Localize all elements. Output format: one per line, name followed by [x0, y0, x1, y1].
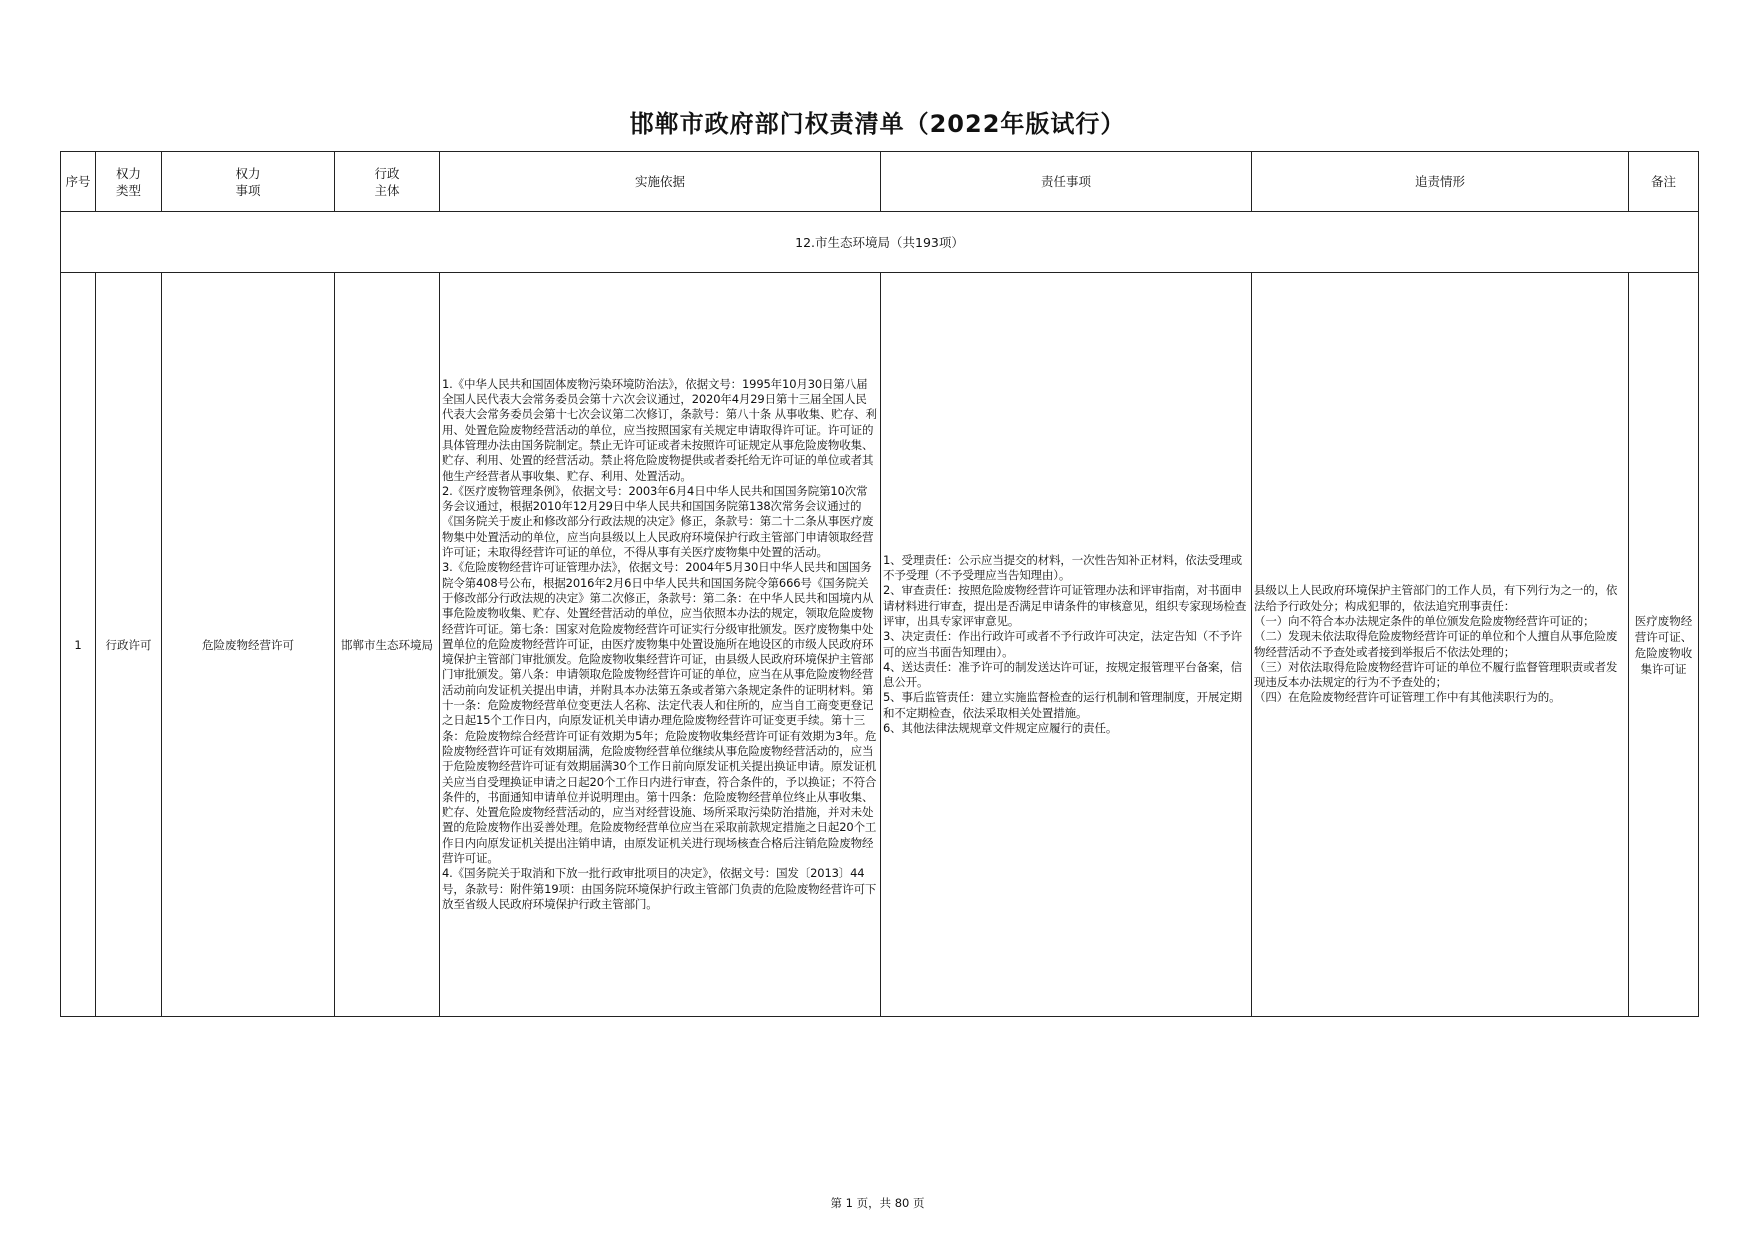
row-seq: 1 [61, 273, 96, 1017]
responsibility-item: 2、审查责任：按照危险废物经营许可证管理办法和评审指南，对书面申请材料进行审查，提出是否满足申请条件的审核意见，组织专家现场检查评审，出具专家评审意见。 [883, 583, 1247, 628]
power-responsibility-table [60, 151, 1699, 1017]
accountability-item: （二）发现未依法取得危险废物经营许可证的单位和个人擅自从事危险废物经营活动不予查处或者接到举报后不依法处理的； [1254, 629, 1618, 659]
header-accountability: 追责情形 [1252, 152, 1629, 212]
responsibility-item: 4、送达责任：准予许可的制发送达许可证，按规定报管理平台备案，信息公开。 [883, 659, 1243, 690]
row-accountability [1252, 273, 1629, 1017]
header-responsibility: 责任事项 [881, 152, 1252, 212]
basis-paragraph: 2.《医疗废物管理条例》，依据文号：2003年6月4日中华人民共和国国务院第10次常务会议通过，根据2010年12月29日中华人民共和国国务院第138次常务会议通过的《国务院关于废止和修改部分行政法规的决定》修正，条款号：第二十二条从事医疗废物集中处置活动的单位，应当向县级以上人民政府环境保护行政主管部门申请领取经营许可证；未取得经营许可证的单位，不得从事有关医疗废物集中处置的活动。 [442, 483, 874, 560]
page-footer: 第 1 页，共 80 页 [830, 1196, 925, 1210]
accountability-item: 县级以上人民政府环境保护主管部门的工作人员，有下列行为之一的，依法给予行政处分；构成犯罪的，依法追究刑事责任： [1254, 583, 1618, 613]
row-remark: 医疗废物经营许可证、危险废物收集许可证 [1629, 273, 1699, 1017]
document-title: 邯郸市政府部门权责清单（2022年版试行） [629, 110, 1126, 138]
header-admin-subject: 行政 主体 [335, 152, 440, 212]
row-admin-subject: 邯郸市生态环境局 [335, 273, 440, 1017]
section-row [61, 212, 1699, 273]
accountability-item: （一）向不符合本办法规定条件的单位颁发危险废物经营许可证的； [1254, 613, 1595, 628]
accountability-item: （三）对依法取得危险废物经营许可证的单位不履行监督管理职责或者发现违反本办法规定的行为不予查处的； [1254, 659, 1618, 690]
section-title: 12.市生态环境局（共193项） [61, 212, 1699, 273]
accountability-item: （四）在危险废物经营许可证管理工作中有其他渎职行为的。 [1254, 690, 1561, 705]
header-basis: 实施依据 [440, 152, 881, 212]
responsibility-item: 5、事后监管责任：建立实施监督检查的运行机制和管理制度，开展定期和不定期检查，依法采取相关处置措施。 [883, 690, 1243, 720]
header-power-type: 权力 类型 [96, 152, 162, 212]
basis-paragraph: 4.《国务院关于取消和下放一批行政审批项目的决定》，依据文号：国发〔2013〕44号，条款号：附件第19项：由国务院环境保护行政主管部门负责的危险废物经营许可下放至省级人民政府环境保护行政主管部门。 [442, 866, 877, 911]
row-responsibility [881, 273, 1252, 1017]
basis-paragraph: 3.《危险废物经营许可证管理办法》，依据文号：2004年5月30日中华人民共和国国务院令第408号公布，根据2016年2月6日中华人民共和国国务院令第666号《国务院关于修改部分行政法规的决定》第二次修正，条款号：第二条：在中华人民共和国境内从事危险废物收集、贮存、处置经营活动的单位，应当依照本办法的规定，领取危险废物经营许可证。第七条：国家对危险废物经营许可证实行分级审批颁发。医疗废物集中处置单位的危险废物经营许可证，由医疗废物集中处置设施所在地设区的市级人民政府环境保护主管部门审批颁发。危险废物收集经营许可证，由县级人民政府环境保护主管部门审批颁发。第八条：申请领取危险废物经营许可证的单位，应当在从事危险废物经营活动前向发证机关提出申请，并附具本办法第五条或者第六条规定条件的证明材料。第十一条：危险废物经营单位变更法人名称、法定代表人和住所的，应当自工商变更登记之日起15个工作日内，向原发证机关申请办理危险废物经营许可证变更手续。第十三条：危险废物综合经营许可证有效期为5年；危险废物收集经营许可证有效期为3年。危险废物经营许可证有效期届满，危险废物经营单位继续从事危险废物经营活动的，应当于危险废物经营许可证有效期届满30个工作日前向原发证机关提出换证申请。原发证机关应当自受理换证申请之日起20个工作日内进行审查，符合条件的，予以换证；不符合条件的，书面通知申请单位并说明理由。第十四条：危险废物经营单位终止从事收集、贮存、处置危险废物经营活动的，应当对经营设施、场所采取污染防治措施，并对未处置的危险废物作出妥善处理。危险废物经营单位应当在采取前款规定措施之日起20个工作日内向原发证机关提出注销申请，由原发证机关进行现场核查合格后注销危险废物经营许可证。 [442, 560, 877, 865]
row-power-item: 危险废物经营许可 [162, 273, 335, 1017]
row-power-type: 行政许可 [96, 273, 162, 1017]
header-seq: 序号 [61, 152, 96, 212]
responsibility-item: 1、受理责任：公示应当提交的材料，一次性告知补正材料，依法受理或不予受理（不予受理应当告知理由）。 [883, 552, 1243, 583]
table-header-row [61, 152, 1699, 212]
responsibility-item: 3、决定责任：作出行政许可或者不予行政许可决定，法定告知（不予许可的应当书面告知理由）。 [883, 629, 1243, 659]
header-remark: 备注 [1629, 152, 1699, 212]
header-power-item: 权力 事项 [162, 152, 335, 212]
basis-paragraph: 1.《中华人民共和国固体废物污染环境防治法》，依据文号：1995年10月30日第八届全国人民代表大会常务委员会第十六次会议通过，2020年4月29日第十三届全国人民代表大会常务委员会第十七次会议第二次修订，条款号：第八十条 从事收集、贮存、利用、处置危险废物经营活动的单位，应当按照国家有关规定申请取得许可证。许可证的具体管理办法由国务院制定。禁止无许可证或者未按照许可证规定从事危险废物收集、贮存、利用、处置的经营活动。禁止将危险废物提供或者委托给无许可证的单位或者其他生产经营者从事收集、贮存、利用、处置活动。 [442, 376, 877, 483]
table-row [61, 273, 1699, 1017]
row-basis [440, 273, 881, 1017]
responsibility-item: 6、其他法律法规规章文件规定应履行的责任。 [883, 720, 1118, 735]
